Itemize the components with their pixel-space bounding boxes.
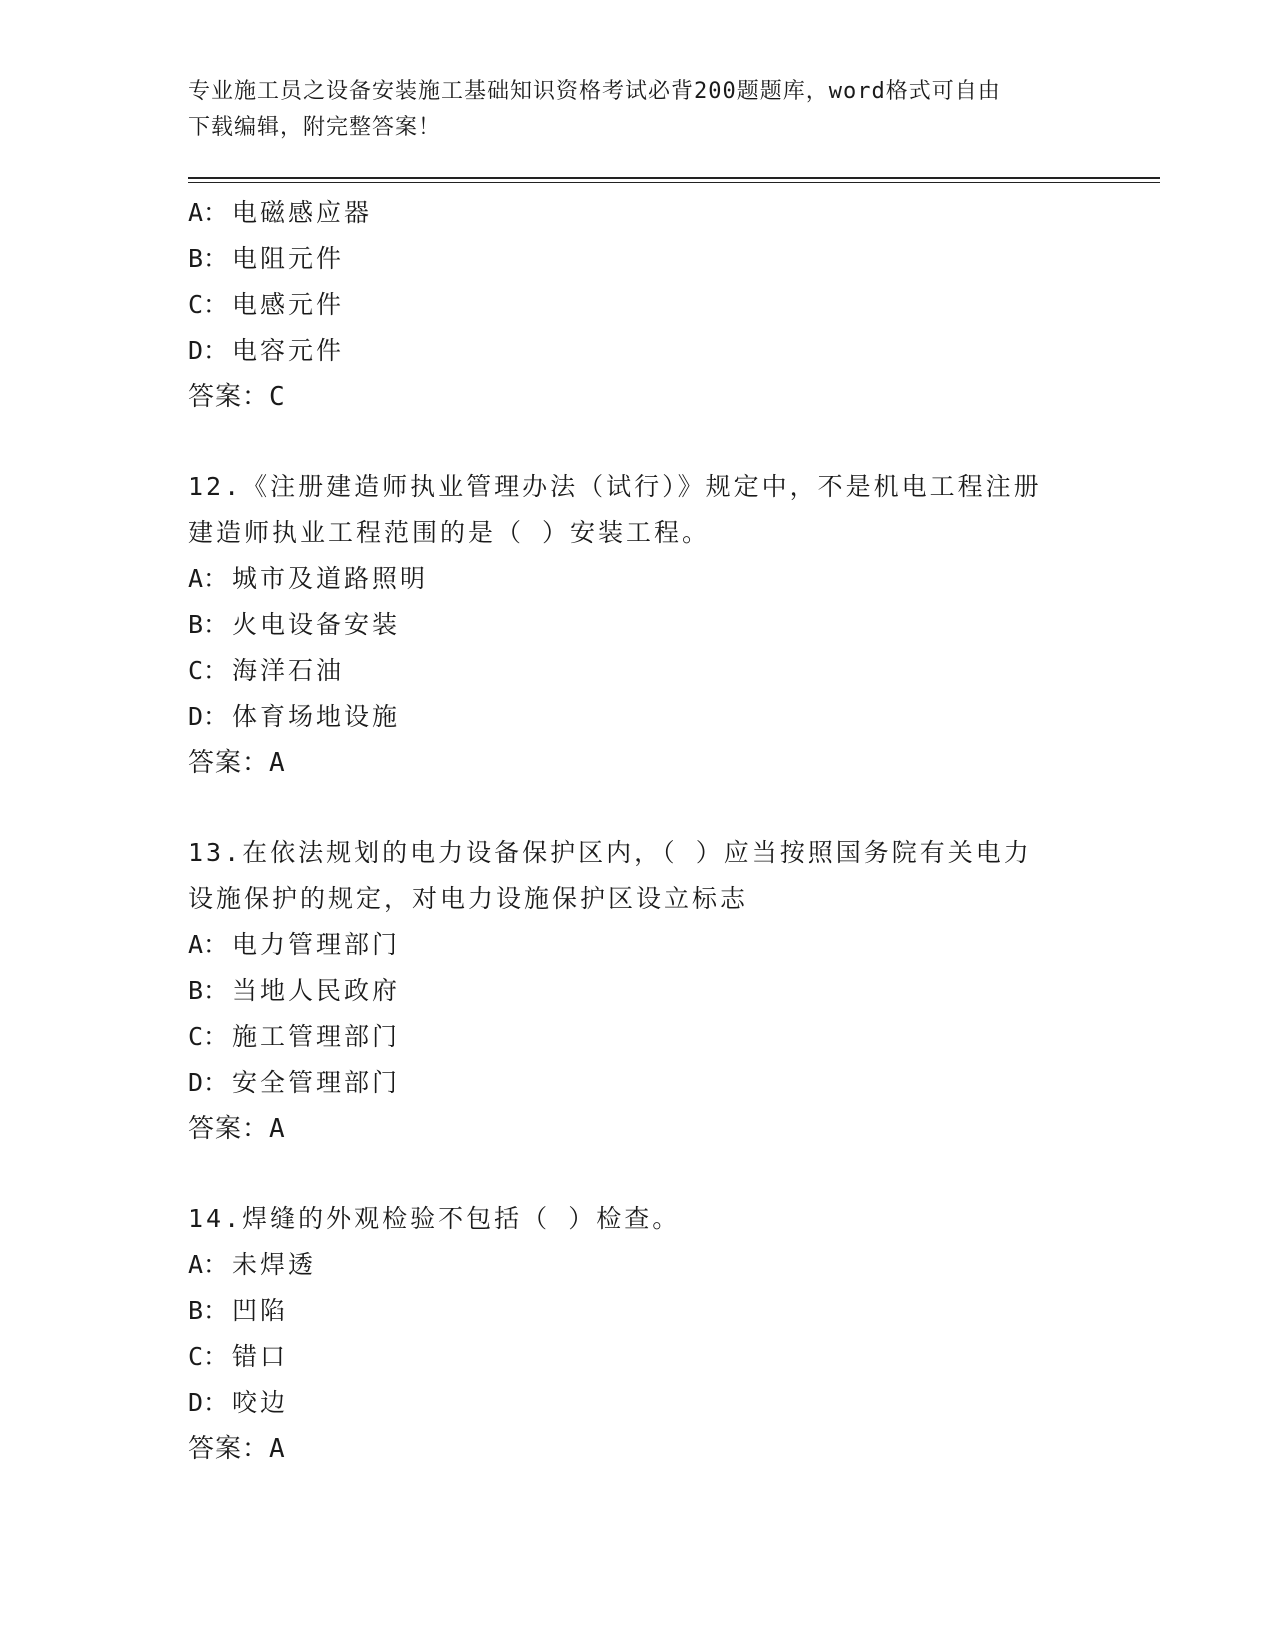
answer-label: 答案： — [188, 1434, 270, 1464]
question-13-option-a — [188, 922, 1088, 968]
option-text: 体育场地设施 — [232, 702, 401, 731]
question-12-stem-line-2: 建造师执业工程范围的是（ ）安装工程。 — [188, 518, 711, 547]
option-label: C： — [188, 656, 229, 685]
question-12-option-c — [188, 648, 1088, 694]
answer-label: 答案： — [188, 382, 270, 412]
option-text: 当地人民政府 — [232, 976, 401, 1005]
question-14-option-c — [188, 1334, 1088, 1380]
option-label: B： — [188, 1296, 229, 1325]
option-label: A： — [188, 564, 229, 593]
option-text: 施工管理部门 — [232, 1022, 401, 1051]
option-text: 未焊透 — [232, 1250, 317, 1279]
question-11-answer — [188, 374, 1088, 420]
question-11 — [188, 190, 1088, 420]
question-13-stem-line-1: 13.在依法规划的电力设备保护区内，（ ）应当按照国务院有关电力 — [188, 838, 1032, 867]
question-12-option-b — [188, 602, 1088, 648]
option-label: A： — [188, 930, 229, 959]
question-13-option-d — [188, 1060, 1088, 1106]
question-12-answer — [188, 740, 1088, 786]
question-list — [188, 190, 1088, 1472]
option-label: D： — [188, 336, 229, 365]
answer-value: A — [269, 748, 286, 778]
question-12-option-d — [188, 694, 1088, 740]
option-label: C： — [188, 1022, 229, 1051]
option-text: 海洋石油 — [232, 656, 345, 685]
answer-value: A — [269, 1434, 286, 1464]
question-13-option-c — [188, 1014, 1088, 1060]
question-11-option-a — [188, 190, 1088, 236]
question-13-stem-line-2: 设施保护的规定，对电力设施保护区设立标志 — [188, 884, 749, 913]
option-text: 错口 — [232, 1342, 289, 1371]
question-11-option-c — [188, 282, 1088, 328]
option-label: B： — [188, 610, 229, 639]
question-14-stem-line-1: 14.焊缝的外观检验不包括（ ）检查。 — [188, 1204, 681, 1233]
header-divider-thick — [188, 177, 1160, 179]
answer-label: 答案： — [188, 748, 270, 778]
question-14 — [188, 1196, 1088, 1472]
option-text: 电感元件 — [232, 290, 345, 319]
question-spacer — [188, 420, 1088, 464]
option-text: 电力管理部门 — [232, 930, 401, 959]
question-11-option-b — [188, 236, 1088, 282]
option-label: D： — [188, 1388, 229, 1417]
option-label: B： — [188, 244, 229, 273]
option-text: 安全管理部门 — [232, 1068, 401, 1097]
option-text: 凹陷 — [232, 1296, 289, 1325]
option-label: B： — [188, 976, 229, 1005]
option-label: D： — [188, 1068, 229, 1097]
answer-value: A — [269, 1114, 286, 1144]
question-spacer — [188, 1152, 1088, 1196]
question-13 — [188, 830, 1088, 1152]
question-14-answer — [188, 1426, 1088, 1472]
option-label: D： — [188, 702, 229, 731]
option-label: A： — [188, 198, 229, 227]
option-text: 电阻元件 — [232, 244, 345, 273]
option-text: 城市及道路照明 — [232, 564, 429, 593]
question-14-option-d — [188, 1380, 1088, 1426]
answer-value: C — [269, 382, 286, 412]
question-11-option-d — [188, 328, 1088, 374]
question-14-option-b — [188, 1288, 1088, 1334]
header-title-line-2: 下载编辑，附完整答案！ — [188, 115, 442, 140]
option-text: 电磁感应器 — [232, 198, 373, 227]
question-12 — [188, 464, 1088, 786]
option-text: 电容元件 — [232, 336, 345, 365]
question-12-stem-line-1: 12.《注册建造师执业管理办法（试行）》规定中，不是机电工程注册 — [188, 472, 1042, 501]
option-text: 咬边 — [232, 1388, 289, 1417]
option-text: 火电设备安装 — [232, 610, 401, 639]
question-spacer — [188, 786, 1088, 830]
option-label: A： — [188, 1250, 229, 1279]
option-label: C： — [188, 1342, 229, 1371]
question-13-option-b — [188, 968, 1088, 1014]
page-header — [188, 74, 1088, 146]
question-12-option-a — [188, 556, 1088, 602]
header-divider-thin — [188, 182, 1160, 183]
header-title-line-1: 专业施工员之设备安装施工基础知识资格考试必背200题题库，word格式可自由 — [188, 79, 1001, 104]
option-label: C： — [188, 290, 229, 319]
question-13-answer — [188, 1106, 1088, 1152]
answer-label: 答案： — [188, 1114, 270, 1144]
question-14-option-a — [188, 1242, 1088, 1288]
